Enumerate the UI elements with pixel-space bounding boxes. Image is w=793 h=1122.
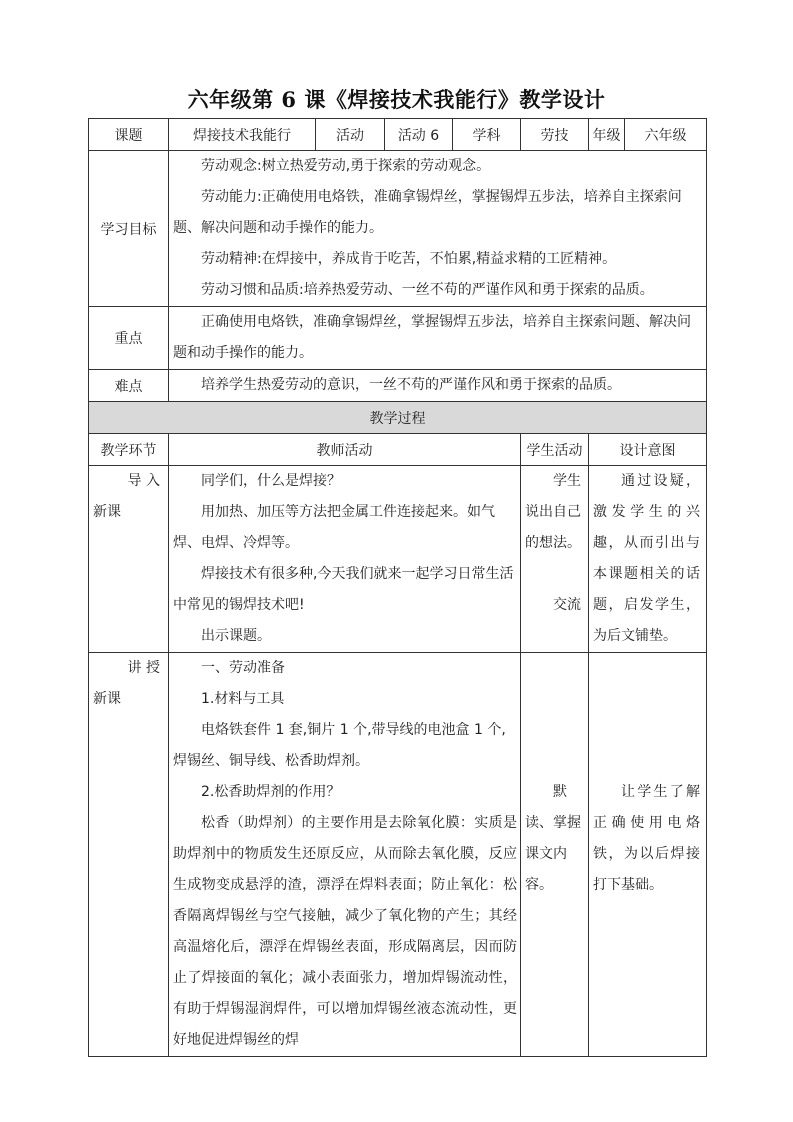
stage-line: 新课 [93,504,121,520]
teacher-activity-cell [169,653,521,1057]
grade-value: 六年级 [625,119,707,151]
teacher-paragraph: 一、劳动准备 [201,660,285,676]
intent-paragraph: 通过设疑，激发学生的兴趣，从而引出与本课题相关的话题，启发学生，为后文铺垫。 [593,473,700,644]
stage-line: 新课 [93,691,121,707]
stage-line: 导 入 [127,473,160,489]
objective-item: 劳动观念:树立热爱劳动,勇于探索的劳动观念。 [201,158,491,174]
objectives-label: 学习目标 [89,151,169,307]
topic-value: 焊接技术我能行 [169,119,316,151]
student-paragraph: 默读、掌握课文内容。 [525,784,581,893]
student-paragraph: 交流 [553,597,581,613]
grade-label: 年级 [589,119,625,151]
subject-label: 学科 [453,119,521,151]
activity-value: 活动 6 [385,119,453,151]
difficulties-text: 培养学生热爱劳动的意识，一丝不苟的严谨作风和勇于探索的品质。 [201,377,621,393]
student-activity-cell [521,653,589,1057]
objectives-content [169,151,707,307]
teacher-paragraph: 焊接技术有很多种,今天我们就来一起学习日常生活中常见的锡焊技术吧! [173,566,514,613]
teacher-paragraph: 出示课题。 [201,628,271,644]
student-paragraph: 学生说出自己的想法。 [525,473,581,551]
key-points-text: 正确使用电烙铁，准确拿锡焊丝，掌握锡焊五步法，培养自主探索问题、解决问题和动手操作的能力。 [173,314,691,361]
teacher-paragraph: 松香（助焊剂）的主要作用是去除氧化膜：实质是助焊剂中的物质发生还原反应，从而除去氧化膜，反应生成物变成悬浮的渣，漂浮在焊料表面；防止氧化：松香隔离焊锡丝与空气接触，减少了氧化物的产生；其经高温熔化后，漂浮在焊锡丝表面，形成隔离层，因而防止了焊接面的氧化；减小表面张力，增加焊锡流动性，有助于焊锡湿润焊件，可以增加焊锡丝液态流动性，更好地促进焊锡丝的焊 [173,815,517,1048]
page-title: 六年级第 6 课《焊接技术我能行》教学设计 [187,87,606,112]
student-activity-cell [521,466,589,653]
column-header-student: 学生活动 [521,434,589,466]
info-row [89,119,707,151]
objective-item: 劳动精神:在焊接中，养成肯于吃苦，不怕累,精益求精的工匠精神。 [201,251,617,267]
lesson-plan-table [88,118,707,1057]
key-points-label: 重点 [89,307,169,370]
difficulties-label: 难点 [89,370,169,402]
objectives-row [89,151,707,307]
objective-item: 劳动能力:正确使用电烙铁，准确拿锡焊丝，掌握锡焊五步法，培养自主探索问题、解决问题和动手操作的能力。 [173,189,682,236]
process-header-row [89,402,707,434]
intent-paragraph: 让学生了解正确使用电烙铁，为以后焊接打下基础。 [593,784,700,893]
teacher-paragraph: 2.松香助焊剂的作用？ [201,784,341,800]
column-header-teacher: 教师活动 [169,434,521,466]
activity-label: 活动 [316,119,385,151]
design-intent-cell [589,653,707,1057]
column-header-stage: 教学环节 [89,434,169,466]
stage-line: 讲 授 [127,660,160,676]
key-points-row [89,307,707,370]
stage-cell [89,466,169,653]
topic-label: 课题 [89,119,169,151]
difficulties-row [89,370,707,402]
column-header-intent: 设计意图 [589,434,707,466]
process-header: 教学过程 [89,402,707,434]
teacher-activity-cell [169,466,521,653]
process-columns-row [89,434,707,466]
teacher-paragraph: 1.材料与工具 [201,691,285,707]
teacher-paragraph: 电烙铁套件 1 套,铜片 1 个,带导线的电池盒 1 个,焊锡丝、铜导线、松香助焊剂。 [173,722,506,769]
design-intent-cell [589,466,707,653]
subject-value: 劳技 [521,119,589,151]
teacher-paragraph: 用加热、加压等方法把金属工件连接起来。如气焊、电焊、冷焊等。 [173,504,495,551]
teacher-paragraph: 同学们，什么是焊接？ [201,473,341,489]
stage-cell [89,653,169,1057]
process-row-teach [89,653,707,1057]
objective-item: 劳动习惯和品质:培养热爱劳动、一丝不苟的严谨作风和勇于探索的品质。 [201,282,654,298]
process-row-intro [89,466,707,653]
